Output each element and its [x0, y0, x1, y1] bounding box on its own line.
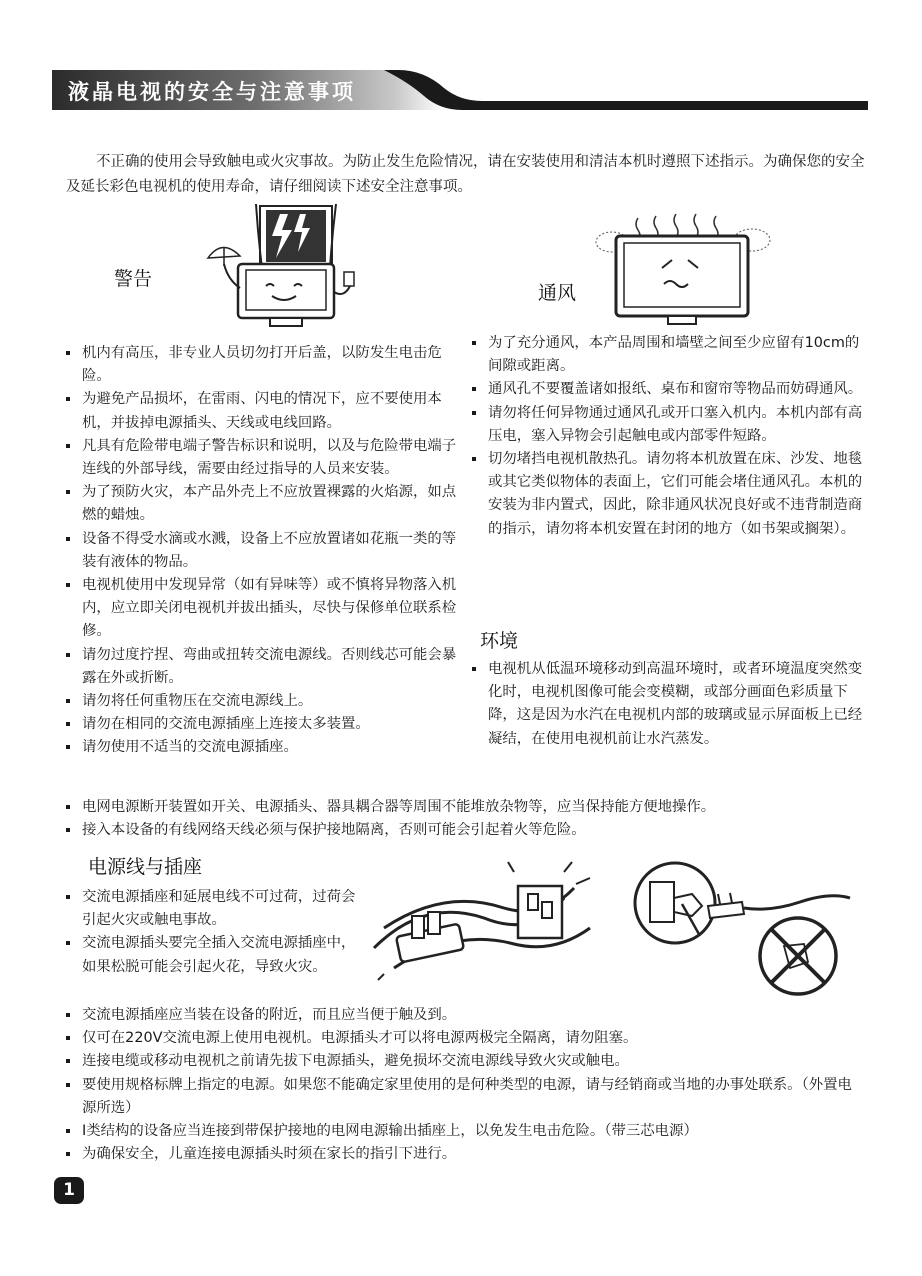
list-item: 请勿使用不适当的交流电源插座。 [66, 736, 462, 759]
list-item: 交流电源插座应当装在设备的附近，而且应当便于触及到。 [66, 1004, 866, 1027]
ventilation-list [472, 332, 864, 541]
list-item: 请勿将任何重物压在交流电源线上。 [66, 690, 462, 713]
power-narrow-list [66, 886, 366, 979]
page-title: 液晶电视的安全与注意事项 [68, 80, 356, 104]
list-item: 电视机使用中发现异常（如有异味等）或不慎将异物落入机内，应立即关闭电视机并拔出插头，尽快与保修单位联系检修。 [66, 574, 462, 644]
list-item: 请勿过度拧捏、弯曲或扭转交流电源线。否则线芯可能会暴露在外或折断。 [66, 644, 462, 690]
list-item: 电网电源断开装置如开关、电源插头、器具耦合器等周围不能堆放杂物等，应当保持能方便地操作。 [66, 796, 866, 819]
environment-list [472, 658, 864, 751]
list-item: 机内有高压，非专业人员切勿打开后盖，以防发生电击危险。 [66, 342, 462, 388]
ventilation-tv-illustration [592, 210, 774, 328]
list-item: 设备不得受水滴或水溅，设备上不应放置诸如花瓶一类的等装有液体的物品。 [66, 528, 462, 574]
list-item: 为确保安全，儿童连接电源插头时须在家长的指引下进行。 [66, 1143, 866, 1166]
warning-full-list [66, 796, 866, 842]
plug-prohibited-illustration [700, 872, 860, 998]
list-item: 连接电缆或移动电视机之前请先拔下电源插头，避免损坏交流电源线导致火灾或触电。 [66, 1050, 866, 1073]
intro-text: 不正确的使用会导致触电或火灾事故。为防止发生危险情况，请在安装使用和清洁本机时遵照下述指示。为确保您的安全及延长彩色电视机的使用寿命，请仔细阅读下述安全注意事项。 [66, 154, 865, 195]
power-heading: 电源线与插座 [88, 856, 203, 878]
list-item: 凡具有危险带电端子警告标识和说明，以及与危险带电端子连线的外部导线，需要由经过指导的人员来安装。 [66, 435, 462, 481]
list-item: 电视机从低温环境移动到高温环境时，或者环境温度突然变化时，电视机图像可能会变模糊，或部分画面色彩质量下降，这是因为水汽在电视机内部的玻璃或显示屏面板上已经凝结，在使用电视机前让水汽蒸发。 [472, 658, 864, 751]
list-item: 交流电源插座和延展电线不可过荷，过荷会引起火灾或触电事故。 [66, 886, 366, 932]
overloaded-outlet-illustration [364, 858, 600, 982]
list-item: 为避免产品损坏，在雷雨、闪电的情况下，应不要使用本机，并拔掉电源插头、天线或电线回路。 [66, 388, 462, 434]
list-item: 请勿在相同的交流电源插座上连接太多装置。 [66, 713, 462, 736]
list-item: 要使用规格标牌上指定的电源。如果您不能确定家里使用的是何种类型的电源，请与经销商或当地的办事处联系。（外置电源所选） [66, 1074, 866, 1120]
warning-heading: 警告 [114, 268, 153, 290]
list-item: 请勿将任何异物通过通风孔或开口塞入机内。本机内部有高压电，塞入异物会引起触电或内部零件短路。 [472, 402, 864, 448]
list-item: 仅可在220V交流电源上使用电视机。电源插头才可以将电源两极完全隔离，请勿阻塞。 [66, 1027, 866, 1050]
list-item: 切勿堵挡电视机散热孔。请勿将本机放置在床、沙发、地毯或其它类似物体的表面上，它们可能会堵住通风孔。本机的安装为非内置式，因此，除非通风状况良好或不违背制造商的指示，请勿将本机安置在封闭的地方（如书架或搁架）。 [472, 448, 864, 541]
list-item: 接入本设备的有线网络天线必须与保护接地隔离，否则可能会引起着火等危险。 [66, 819, 866, 842]
warning-tv-illustration [200, 202, 358, 330]
list-item: Ⅰ类结构的设备应当连接到带保护接地的电网电源输出插座上，以免发生电击危险。（带三芯电源） [66, 1120, 866, 1143]
list-item: 交流电源插头要完全插入交流电源插座中，如果松脱可能会引起火花，导致火灾。 [66, 932, 366, 978]
environment-heading: 环境 [480, 630, 519, 652]
page-number: 1 [54, 1177, 84, 1204]
list-item: 通风孔不要覆盖诸如报纸、桌布和窗帘等物品而妨碍通风。 [472, 378, 864, 401]
power-full-list [66, 1004, 866, 1166]
list-item: 为了充分通风，本产品周围和墙壁之间至少应留有10cm的间隙或距离。 [472, 332, 864, 378]
warning-list [66, 342, 462, 760]
intro-paragraph [66, 150, 866, 200]
ventilation-heading: 通风 [538, 282, 577, 304]
list-item: 为了预防火灾，本产品外壳上不应放置裸露的火焰源，如点燃的蜡烛。 [66, 481, 462, 527]
